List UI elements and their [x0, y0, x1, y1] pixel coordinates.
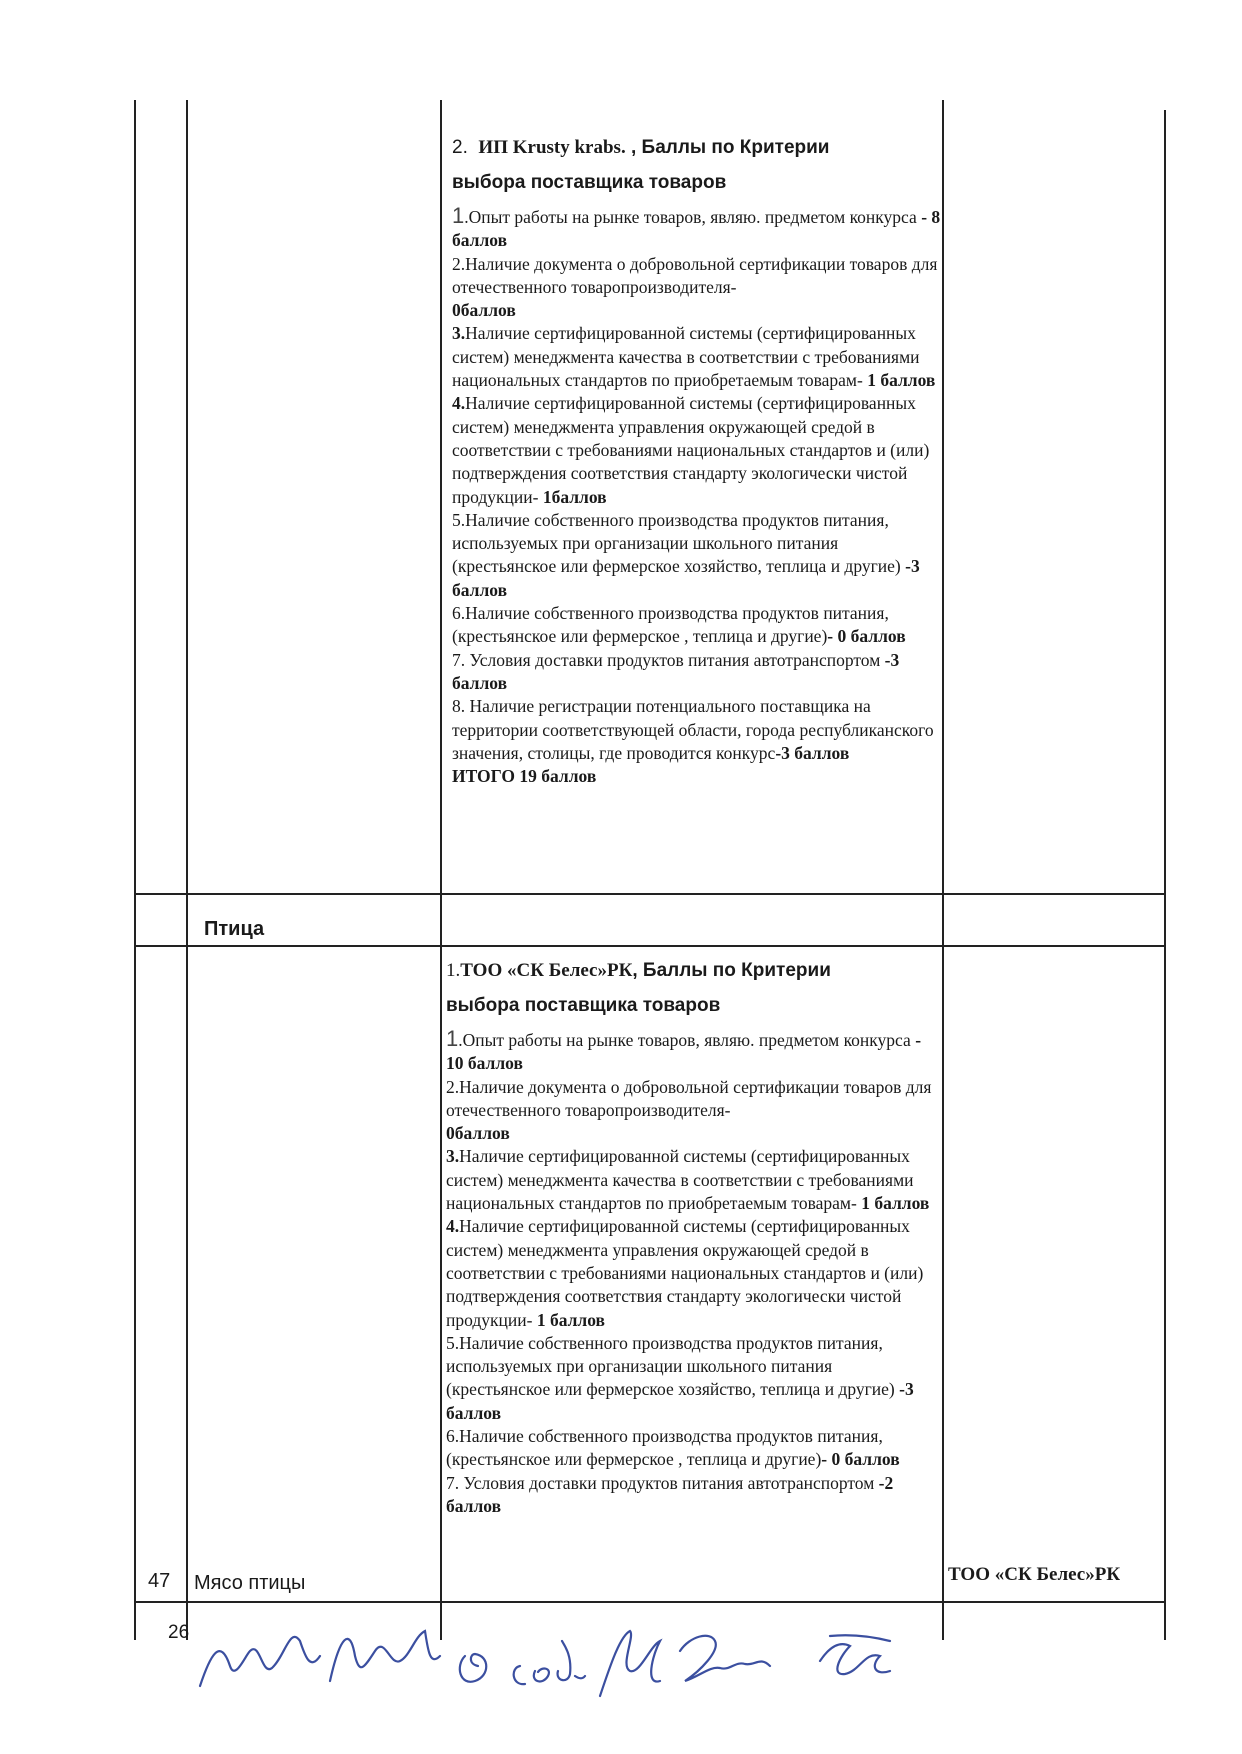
supplier-name: ИП Krusty krabs.: [478, 137, 626, 158]
criterion-1: 1.Опыт работы на рынке товаров, являю. предметом конкурса - 10 баллов: [446, 1026, 922, 1074]
criterion-2: 2.Наличие документа о добровольной сертификации товаров для отечественного товаропроизводителя- 0баллов: [452, 253, 938, 321]
winning-supplier: ТОО «СК Белес»РК: [948, 1564, 1121, 1585]
criterion-1: 1.Опыт работы на рынке товаров, являю. предметом конкурса - 8 баллов: [452, 203, 941, 251]
criterion-2: 2.Наличие документа о добровольной сертификации товаров для отечественного товаропроизводителя- 0баллов: [446, 1076, 932, 1144]
criterion-8: 8. Наличие регистрации потенциального поставщика на территории соответствующей области, города республиканского значения, столицы, где проводится конкурс-3 баллов: [452, 696, 934, 763]
supplier-score-block-krusty: [452, 130, 942, 788]
criterion-7: 7. Условия доставки продуктов питания автотранспортом -3 баллов: [452, 649, 900, 693]
table-border-right: [1164, 110, 1166, 1640]
category-label: Птица: [204, 918, 265, 940]
criterion-4: 4.Наличие сертифицированной системы (сертифицированных систем) менеджмента управления окружающей средой в соответствии с требованиями национальных стандартов и (или) подтверждения соответствия стандарту экологически чистой продукции- 1 баллов: [446, 1216, 924, 1330]
table-row-divider-2: [134, 945, 1166, 947]
criterion-3: 3.Наличие сертифицированной системы (сертифицированных систем) менеджмента качества в соответствии с требованиями национальных стандартов по приобретаемым товарам- 1 баллов: [452, 323, 936, 391]
criteria-list: [452, 204, 942, 788]
criterion-6: 6.Наличие собственного производства продуктов питания, (крестьянское или фермерское , теплица и другие)- 0 баллов: [446, 1426, 900, 1470]
criterion-3: 3.Наличие сертифицированной системы (сертифицированных систем) менеджмента качества в соответствии с требованиями национальных стандартов по приобретаемым товарам- 1 баллов: [446, 1146, 930, 1214]
supplier-header: 2. ИП Krusty krabs. , Баллы по Критерии выбора поставщика товаров: [452, 137, 830, 193]
table-border-col1: [186, 100, 188, 1640]
criterion-6: 6.Наличие собственного производства продуктов питания, (крестьянское или фермерское , теплица и другие)- 0 баллов: [452, 603, 906, 647]
criterion-7: 7. Условия доставки продуктов питания автотранспортом -2 баллов: [446, 1472, 894, 1516]
criterion-5: 5.Наличие собственного производства продуктов питания, используемых при организации школьного питания (крестьянское или фермерское хозяйство, теплица и другие) -3 баллов: [452, 509, 920, 600]
criteria-list: [446, 1027, 936, 1518]
total-score: ИТОГО 19 баллов: [452, 766, 597, 787]
table-border-col2: [440, 100, 442, 1640]
supplier-score-block-beles: [446, 953, 936, 1518]
supplier-name: ТОО «СК Белес»РК: [460, 960, 633, 981]
criterion-5: 5.Наличие собственного производства продуктов питания, используемых при организации школьного питания (крестьянское или фермерское хозяйство, теплица и другие) -3 баллов: [446, 1332, 914, 1423]
supplier-header: 1.ТОО «СК Белес»РК, Баллы по Критерии выбора поставщика товаров: [446, 960, 831, 1016]
signatures-image: [190, 1596, 990, 1706]
page-number: 26: [168, 1622, 190, 1643]
criterion-4: 4.Наличие сертифицированной системы (сертифицированных систем) менеджмента управления окружающей средой в соответствии с требованиями национальных стандартов и (или) подтверждения соответствия стандарту экологически чистой продукции- 1баллов: [452, 393, 930, 507]
table-border-left: [134, 100, 136, 1640]
item-name: Мясо птицы: [194, 1572, 306, 1594]
table-row-divider-1: [134, 893, 1166, 895]
row-number: 47: [148, 1570, 171, 1592]
table-border-col3: [942, 100, 944, 1640]
